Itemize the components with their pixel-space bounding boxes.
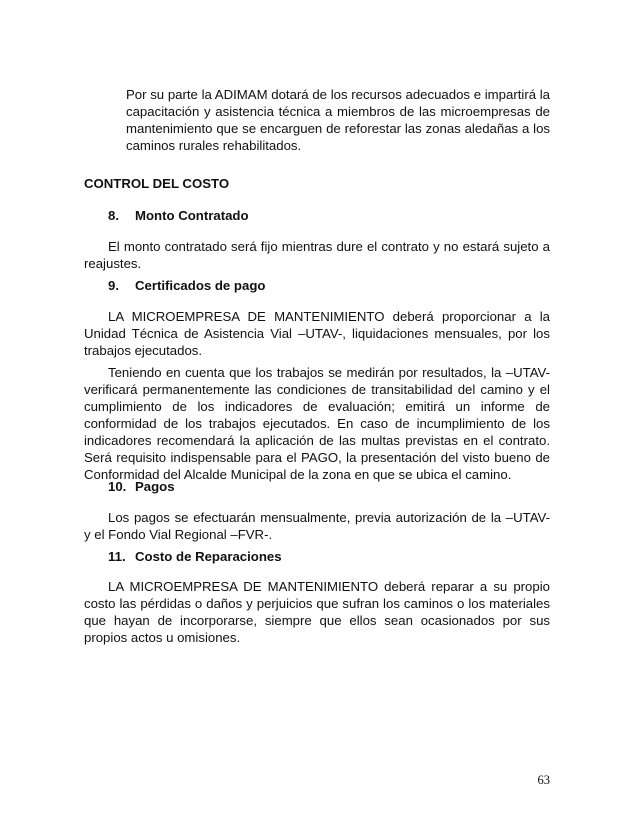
item-number: 10. — [108, 479, 127, 494]
item-title: Monto Contratado — [135, 208, 249, 223]
section-title: CONTROL DEL COSTO — [84, 176, 230, 191]
item-number: 8. — [108, 208, 119, 223]
page-number: 63 — [537, 773, 550, 787]
item-number: 9. — [108, 278, 119, 293]
paragraph-certificados-2: Teniendo en cuenta que los trabajos se medirán por resultados, la –UTAV- verificará permanentemente las condiciones de transitabilidad del camino y el cumplimiento de los indicadores de evaluación; emitirá un informe de conformidad de los trabajos ejecutados. En caso de incumplimiento de los indicadores recomendará la aplicación de las multas previstas en el contrato. Será requisito indispensable para el PAGO, la presentación del visto bueno de Conformidad del Alcalde Municipal de la zona en que se ubica el camino. — [84, 365, 550, 482]
item-heading-pagos — [108, 479, 175, 494]
item-title: Pagos — [135, 479, 175, 494]
item-number: 11. — [108, 549, 126, 564]
item-heading-certificados-de-pago — [108, 278, 265, 293]
item-title: Costo de Reparaciones — [135, 549, 282, 564]
item-heading-monto-contratado — [108, 208, 249, 223]
item-heading-costo-de-reparaciones — [108, 549, 282, 564]
paragraph-costo-de-reparaciones: LA MICROEMPRESA DE MANTENIMIENTO deberá reparar a su propio costo las pérdidas o daños y perjuicios que sufran los caminos o los materiales que hayan de incorporarse, siempre que ellos sean ocasionados por sus propios actos u omisiones. — [84, 579, 550, 645]
paragraph-pagos: Los pagos se efectuarán mensualmente, previa autorización de la –UTAV- y el Fondo Vial Regional –FVR-. — [84, 510, 550, 542]
paragraph-certificados-1: LA MICROEMPRESA DE MANTENIMIENTO deberá proporcionar a la Unidad Técnica de Asistencia Vial –UTAV-, liquidaciones mensuales, por los trabajos ejecutados. — [84, 309, 550, 358]
item-title: Certificados de pago — [135, 278, 266, 293]
paragraph-monto-contratado: El monto contratado será fijo mientras dure el contrato y no estará sujeto a reajustes. — [84, 239, 550, 271]
intro-paragraph: Por su parte la ADIMAM dotará de los recursos adecuados e impartirá la capacitación y asistencia técnica a miembros de las microempresas de mantenimiento que se encarguen de reforestar las zonas aledañas a los caminos rurales rehabilitados. — [126, 87, 550, 153]
